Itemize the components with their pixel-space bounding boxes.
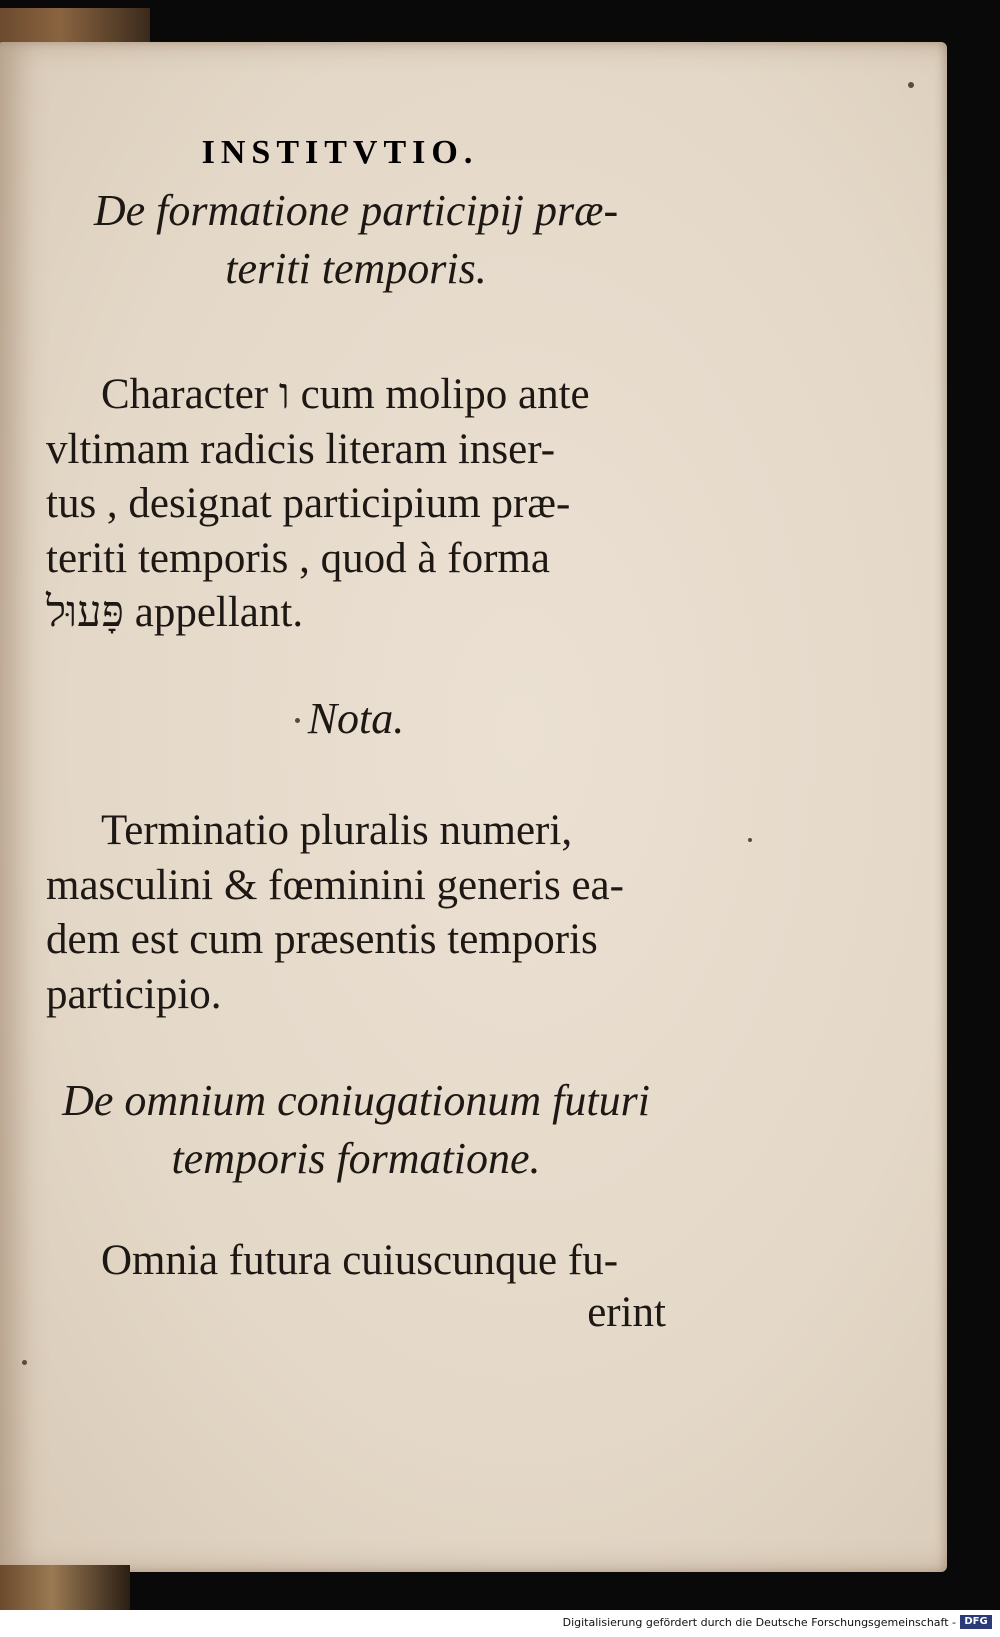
heading-line: teriti temporis. (225, 244, 487, 293)
book-spine-top (0, 8, 150, 44)
paper-speck (908, 82, 914, 88)
running-head: INSTITVTIO. (201, 134, 479, 171)
paragraph-terminatio (46, 804, 666, 1022)
footer-credit: Digitalisierung gefördert durch die Deutsche Forschungsgemeinschaft - (562, 1616, 956, 1629)
book-page (0, 42, 947, 1572)
catchword: erint (587, 1289, 666, 1336)
heading-line: De formatione participij præ- (93, 186, 619, 235)
paper-speck (22, 1360, 27, 1365)
heading-participle-formation (46, 182, 666, 298)
paragraph-character (46, 368, 666, 641)
paragraph-line: dem est cum præsentis temporis (46, 916, 598, 963)
paragraph-line: masculini & fœminini generis ea- (46, 861, 624, 909)
digitization-footer (0, 1610, 1000, 1637)
heading-line: De omnium coniugationum futuri (62, 1076, 650, 1125)
paragraph-line: Terminatio pluralis numeri, (101, 807, 573, 854)
heading-nota: Nota. (307, 694, 405, 743)
heading-line: temporis formatione. (171, 1134, 541, 1183)
paragraph-line: Omnia futura cuiuscunque fu- (101, 1237, 619, 1284)
paragraph-line: participio. (46, 970, 222, 1018)
paragraph-line: tus , designat participium præ- (46, 480, 571, 527)
paragraph-omnia (46, 1234, 666, 1289)
book-spine-bottom (0, 1565, 130, 1610)
heading-future-formation (46, 1072, 666, 1188)
dfg-logo: DFG (960, 1615, 992, 1629)
paper-speck (748, 838, 752, 842)
paragraph-line: פָּעוּל appellant. (46, 589, 304, 636)
paragraph-line: Character ו cum molipo ante (101, 371, 590, 418)
paragraph-line: teriti temporis , quod à forma (46, 534, 550, 582)
paper-speck (295, 718, 300, 723)
paragraph-line: vltimam radicis literam inser- (46, 425, 556, 473)
